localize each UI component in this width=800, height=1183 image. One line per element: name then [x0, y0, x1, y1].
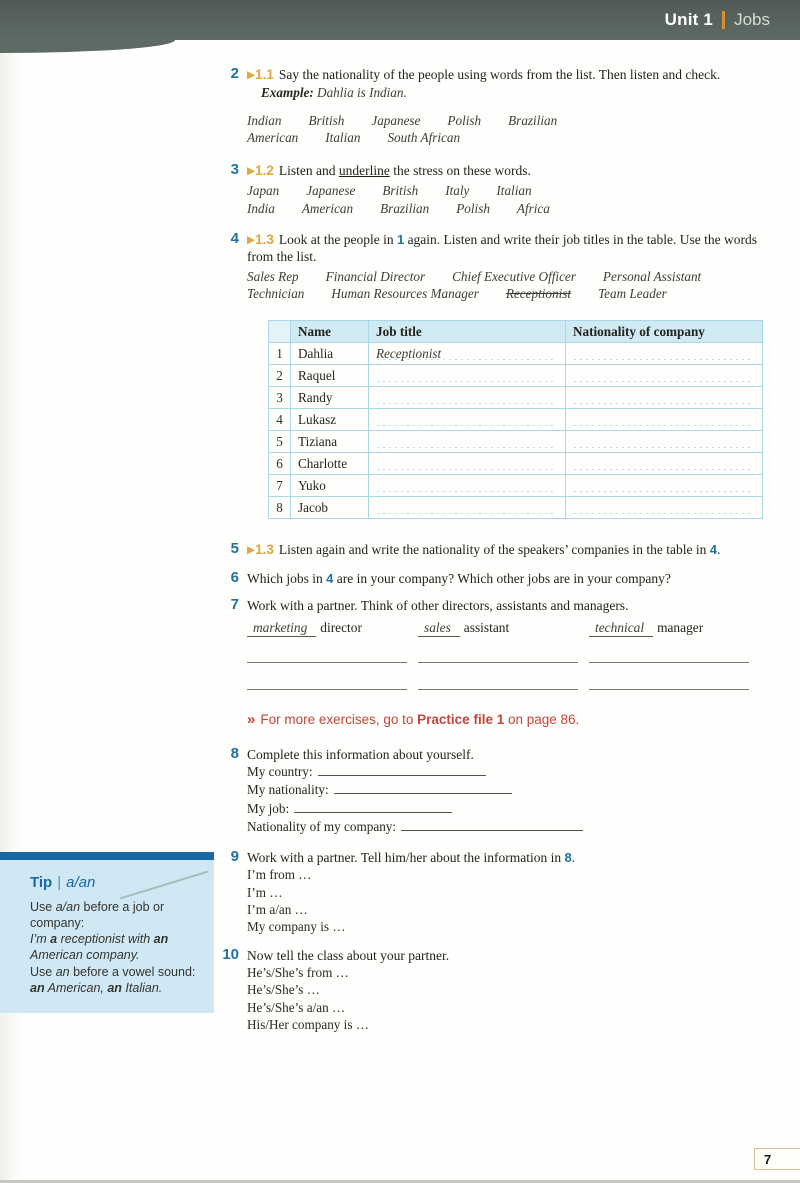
word: Chief Executive Officer [452, 269, 576, 285]
name-cell: Lukasz [291, 409, 369, 431]
word: Polish [456, 200, 490, 216]
nationality-cell [566, 409, 763, 431]
name-cell: Jacob [291, 497, 369, 519]
play-icon: ▶ [247, 70, 256, 81]
row-number: 5 [269, 431, 291, 453]
form-field [247, 763, 762, 781]
blank-line [401, 819, 583, 831]
word-list-row [247, 201, 762, 217]
written-answer: technical [589, 620, 653, 637]
word: Brazilian [380, 200, 430, 216]
name-cell: Tiziana [291, 431, 369, 453]
word-list-row [247, 269, 762, 285]
play-icon: ▶ [247, 234, 256, 246]
written-answer: marketing [247, 620, 316, 637]
instruction-text: Work with a partner. Tell him/her about the information in [247, 849, 565, 865]
example-label: Example: [261, 85, 314, 101]
prompt-line: He’s/She’s from … [247, 965, 349, 981]
form-field [247, 800, 762, 818]
word: Brazilian [508, 113, 558, 129]
exercise-4-number: 4 [230, 229, 239, 247]
word: India [247, 200, 275, 216]
section-title: Jobs [734, 10, 770, 29]
tip-line [30, 964, 202, 980]
tip-text: Use [30, 899, 56, 914]
tip-line [30, 899, 202, 932]
table-header-job: Job title [369, 321, 566, 343]
exercise-9-number: 9 [230, 847, 239, 865]
blank-line [589, 651, 749, 663]
track-number: 1.3 [255, 231, 274, 247]
nationality-cell [566, 497, 763, 519]
blank-line [318, 764, 486, 776]
tip-italic-text: a/an [55, 899, 81, 914]
blank-line [589, 678, 749, 690]
blank-line [334, 782, 512, 794]
exercise-4-instruction [247, 231, 762, 266]
tip-bold-text: an [107, 980, 122, 995]
prompt-line: My company is … [247, 919, 346, 935]
tip-bold-text: an [153, 932, 169, 946]
word-list-row [247, 183, 762, 199]
nationality-cell [566, 431, 763, 453]
instruction-text: the stress on these words. [389, 163, 531, 179]
word: Polish [447, 113, 482, 129]
row-number: 8 [269, 497, 291, 519]
word: South African [387, 130, 461, 146]
word: Italy [445, 183, 470, 199]
table-row [269, 431, 763, 453]
nationality-cell [566, 453, 763, 475]
nationality-cell [566, 475, 763, 497]
page-number-box [754, 1148, 800, 1170]
word: Human Resources Manager [331, 286, 479, 302]
tip-bold-text: a [50, 932, 58, 946]
blank-line-row [247, 651, 762, 663]
tip-box [0, 852, 214, 1013]
table-row [269, 387, 763, 409]
page-number: 7 [764, 1151, 772, 1167]
tip-box-top-bar [0, 852, 214, 860]
exercise-5 [230, 540, 762, 559]
answer-label: manager [657, 619, 704, 635]
tip-text: American company. [30, 948, 140, 963]
form-field [247, 781, 762, 799]
word: Financial Director [325, 269, 426, 285]
table-header-row [269, 321, 763, 343]
row-number: 4 [269, 409, 291, 431]
unit-banner [0, 0, 800, 40]
exercise-2-number: 2 [230, 65, 239, 82]
word: Italian [325, 130, 361, 146]
word: Japanese [306, 183, 356, 199]
word: Africa [516, 200, 550, 216]
prompt-line: His/Her company is … [247, 1017, 369, 1033]
speaking-prompts [247, 866, 762, 936]
exercise-8-instruction: Complete this information about yourself. [247, 746, 474, 762]
instruction-text: Listen again and write the nationality of the speakers’ companies in the table in [278, 542, 710, 558]
exercise-8-number: 8 [230, 744, 239, 762]
tip-italic-text: an [55, 964, 70, 979]
field-label: My nationality: [247, 782, 329, 798]
crossed-out-word: Receptionist [505, 286, 572, 302]
track-number: 1.1 [255, 67, 274, 82]
table-header-nationality: Nationality of company [566, 321, 763, 343]
practice-file-name: Practice file 1 [417, 711, 505, 727]
instruction-text: Say the nationality of the people using words from the list. Then listen and check. [278, 67, 721, 82]
form-field [247, 818, 762, 836]
unit-title: Unit 1 [664, 10, 714, 29]
exercise-4 [230, 229, 762, 520]
exercise-8 [230, 744, 762, 837]
job-cell [369, 365, 566, 387]
exercise-3-number: 3 [230, 161, 239, 179]
jobs-table [268, 320, 763, 519]
exercise-7-number: 7 [230, 596, 239, 614]
prompt-line: I’m … [247, 884, 283, 900]
blank-line [247, 651, 407, 663]
blank-line [247, 678, 407, 690]
prompt-line: I’m a/an … [247, 902, 308, 918]
word-list-row [247, 113, 762, 129]
tip-title [30, 873, 202, 893]
name-cell: Raquel [291, 365, 369, 387]
tip-text: I’m [30, 932, 51, 946]
nationality-cell [566, 387, 763, 409]
table-row [269, 453, 763, 475]
tip-bold-text: an [30, 980, 45, 995]
exercise-reference: 1 [396, 231, 405, 247]
exercise-5-number: 5 [230, 540, 239, 558]
exercise-6 [230, 568, 762, 588]
exercise-6-number: 6 [230, 568, 239, 586]
answer-item [589, 620, 760, 636]
word: Japanese [371, 113, 421, 129]
play-icon: ▶ [247, 166, 256, 178]
exercise-10-number: 10 [222, 945, 239, 963]
exercise-reference: 4 [326, 570, 334, 586]
nationality-cell [566, 343, 763, 365]
job-cell [369, 343, 566, 365]
exercise-reference: 4 [709, 542, 717, 558]
play-icon: ▶ [247, 545, 256, 557]
track-number: 1.2 [255, 163, 274, 179]
tip-text: receptionist with [57, 932, 154, 946]
table-row [269, 365, 763, 387]
word: Team Leader [598, 286, 667, 302]
table-row [269, 475, 763, 497]
track-number: 1.3 [255, 542, 274, 558]
tip-text: American, [44, 980, 108, 995]
double-chevron-icon: » [247, 710, 255, 728]
word: Japan [247, 183, 280, 199]
prompt-line: He’s/She’s … [247, 982, 320, 998]
instruction-text: are in your company? Which other jobs are in your company? [333, 570, 671, 586]
exercise-7 [230, 596, 762, 689]
tip-line [30, 980, 202, 996]
answer-item [418, 620, 589, 636]
job-cell [369, 431, 566, 453]
word-list-row [247, 286, 762, 302]
word-list [247, 269, 762, 302]
word: British [308, 113, 345, 129]
name-cell: Yuko [291, 475, 369, 497]
blank-line [294, 801, 452, 813]
prompt-line: He’s/She’s a/an … [247, 999, 346, 1015]
tip-text: before a vowel sound: [69, 964, 196, 979]
word: American [301, 200, 354, 216]
exercise-10-instruction: Now tell the class about your partner. [247, 947, 450, 963]
word: American [247, 130, 299, 146]
name-cell: Dahlia [291, 343, 369, 365]
row-number: 6 [269, 453, 291, 475]
name-cell: Randy [291, 387, 369, 409]
job-cell [369, 387, 566, 409]
table-row [269, 343, 763, 365]
exercise-3-instruction [247, 162, 762, 179]
word: Personal Assistant [602, 269, 702, 285]
exercise-7-instruction: Work with a partner. Think of other directors, assistants and managers. [247, 598, 629, 614]
exercise-6-instruction [247, 570, 762, 588]
word: Italian [496, 183, 532, 199]
exercise-9 [230, 847, 762, 936]
instruction-text: again. Listen and write their job titles in the table. Use the words from the list. [247, 231, 757, 265]
exercise-9-instruction [247, 849, 762, 867]
name-cell: Charlotte [291, 453, 369, 475]
spine-shadow [0, 53, 26, 1183]
instruction-text: Listen and [278, 163, 339, 179]
table-header-name: Name [291, 321, 369, 343]
table-row [269, 497, 763, 519]
underlined-word: underline [338, 163, 390, 179]
exercise-5-instruction [247, 541, 762, 559]
jobs-table-wrapper [268, 320, 762, 519]
word: Technician [247, 286, 305, 302]
written-answer: Receptionist [376, 345, 442, 361]
row-number: 7 [269, 475, 291, 497]
row-number: 1 [269, 343, 291, 365]
job-cell [369, 453, 566, 475]
blank-line [418, 678, 578, 690]
exercise-3 [230, 161, 762, 216]
practice-file-link [247, 711, 762, 728]
job-cell [369, 497, 566, 519]
nationality-cell [566, 365, 763, 387]
instruction-text: . [716, 542, 721, 558]
tip-divider: | [57, 874, 62, 891]
tip-text: Use [30, 964, 56, 979]
answer-label: director [320, 619, 362, 635]
example-text: Dahlia is Indian. [313, 85, 407, 101]
page-curve-decoration [0, 40, 175, 53]
instruction-text: Which jobs in [247, 570, 327, 586]
table-header-num [269, 321, 291, 343]
speaking-prompts [247, 964, 762, 1034]
job-cell [369, 475, 566, 497]
written-answer: sales [418, 620, 460, 637]
word: Indian [247, 113, 282, 129]
job-cell [369, 409, 566, 431]
exercise-10 [222, 945, 762, 1034]
example-line [261, 85, 762, 101]
tip-box-body [0, 860, 214, 1013]
banner-divider-bar [722, 11, 725, 29]
field-label: My country: [247, 763, 313, 779]
tip-line [30, 931, 202, 964]
exercise-2 [230, 65, 762, 146]
instruction-text: . [571, 849, 576, 865]
word-list-row [247, 130, 762, 146]
practice-link-text: For more exercises, go to [260, 711, 418, 727]
word: Sales Rep [247, 269, 299, 285]
word-list [247, 183, 762, 216]
row-number: 3 [269, 387, 291, 409]
word: British [382, 183, 419, 199]
prompt-line: I’m from … [247, 867, 312, 883]
answers-row [247, 620, 762, 636]
tip-text: before a job or company: [30, 899, 165, 930]
instruction-text: Look at the people in [278, 231, 397, 247]
practice-link-text: on page 86. [504, 711, 580, 727]
exercise-2-instruction [247, 66, 762, 83]
answer-item [247, 620, 418, 636]
word-list [247, 113, 762, 146]
blank-line-row [247, 678, 762, 690]
tip-topic: a/an [66, 874, 96, 891]
main-content [222, 65, 762, 1034]
exercise-reference: 8 [564, 849, 572, 865]
field-label: Nationality of my company: [247, 819, 397, 835]
tip-text: Italian. [121, 980, 163, 995]
table-row [269, 409, 763, 431]
field-label: My job: [247, 800, 290, 816]
tip-label: Tip [30, 874, 53, 891]
blank-line [418, 651, 578, 663]
row-number: 2 [269, 365, 291, 387]
answer-label: assistant [463, 619, 510, 635]
